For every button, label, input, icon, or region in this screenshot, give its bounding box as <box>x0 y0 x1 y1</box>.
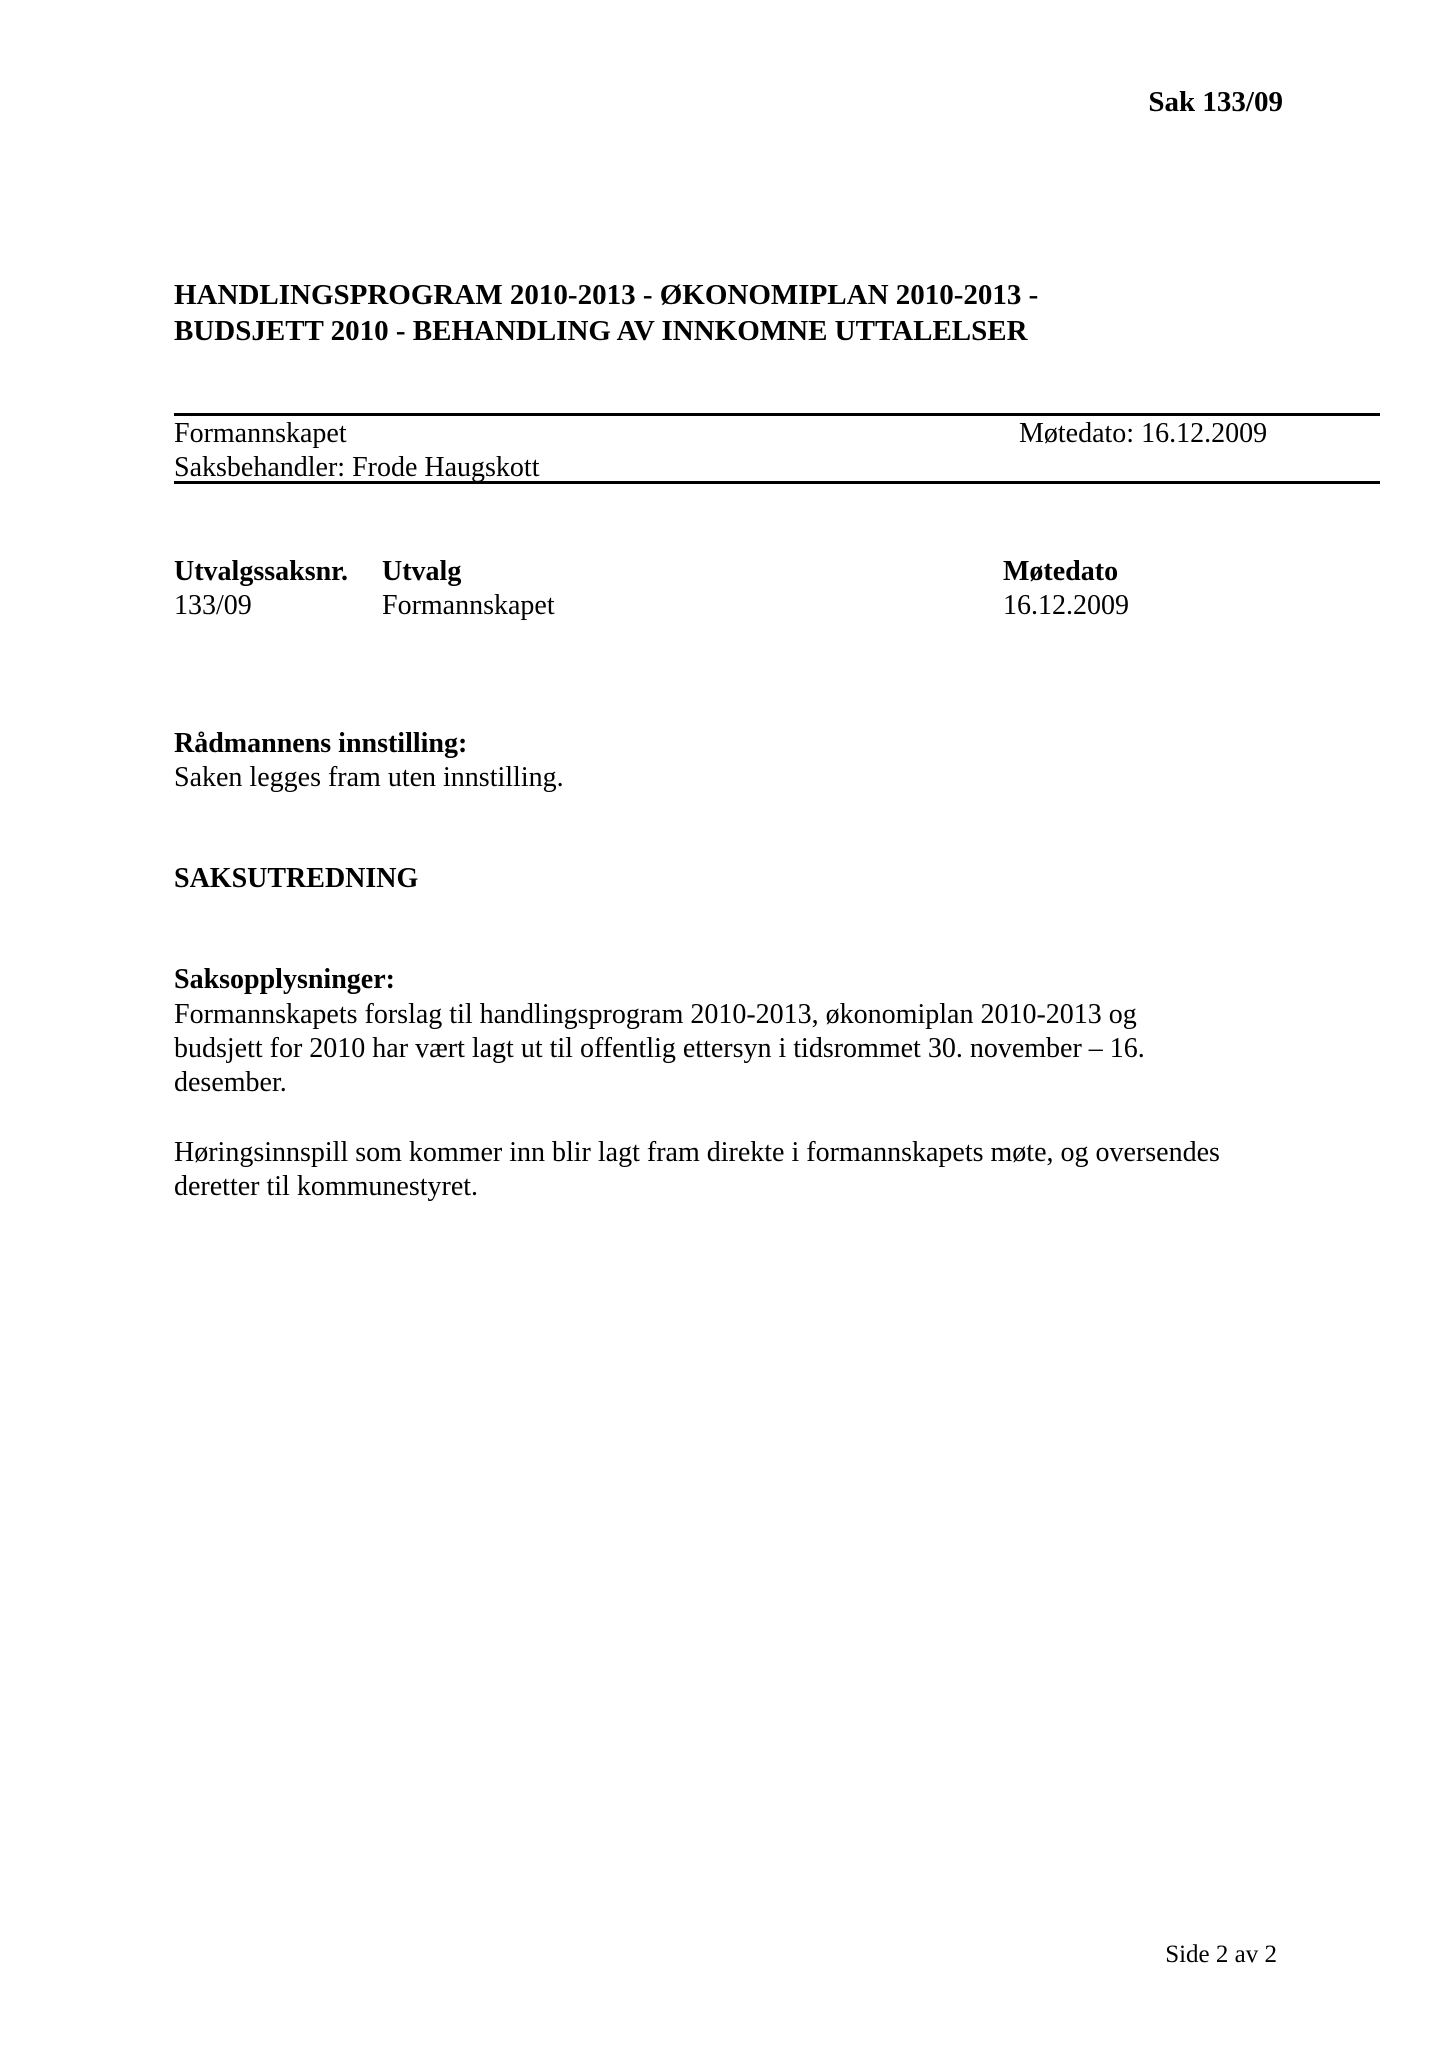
meta-case-handler: Saksbehandler: Frode Haugskott <box>174 452 540 483</box>
saksopplysninger-heading: Saksopplysninger: <box>174 964 395 995</box>
meta-committee: Formannskapet <box>174 418 347 449</box>
document-title <box>174 277 1038 349</box>
saksutredning-heading: SAKSUTREDNING <box>174 863 419 894</box>
meta-divider-top <box>174 413 1380 416</box>
document-title-line-1: HANDLINGSPROGRAM 2010-2013 - ØKONOMIPLAN 2010-2013 - <box>174 279 1039 311</box>
meta-divider-bottom <box>174 481 1380 484</box>
paragraph-line: desember. <box>174 1067 287 1098</box>
table-cell-committee: Formannskapet <box>382 590 555 621</box>
paragraph-line: budsjett for 2010 har vært lagt ut til offentlig ettersyn i tidsrommet 30. november – 16. <box>174 1033 1145 1064</box>
paragraph-line: Høringsinnspill som kommer inn blir lagt fram direkte i formannskapets møte, og oversendes <box>174 1137 1220 1168</box>
table-cell-case-number: 133/09 <box>174 590 252 621</box>
recommendation-text: Saken legges fram uten innstilling. <box>174 762 564 793</box>
table-header-case-number: Utvalgssaksnr. <box>174 556 349 587</box>
table-header-meeting-date: Møtedato <box>1003 556 1119 587</box>
saksopplysninger-paragraph-1 <box>174 998 1294 1100</box>
meta-meeting-date: Møtedato: 16.12.2009 <box>1019 418 1268 449</box>
paragraph-line: deretter til kommunestyret. <box>174 1171 479 1202</box>
table-cell-meeting-date: 16.12.2009 <box>1003 590 1129 621</box>
document-title-line-2: BUDSJETT 2010 - BEHANDLING AV INNKOMNE UTTALELSER <box>174 315 1028 347</box>
paragraph-line: Formannskapets forslag til handlingsprogram 2010-2013, økonomiplan 2010-2013 og <box>174 999 1137 1030</box>
saksopplysninger-paragraph-2 <box>174 1136 1294 1204</box>
table-header-committee: Utvalg <box>382 556 462 587</box>
recommendation-heading: Rådmannens innstilling: <box>174 728 468 759</box>
page-number: Side 2 av 2 <box>1165 1941 1277 1968</box>
case-reference: Sak 133/09 <box>1148 86 1283 118</box>
